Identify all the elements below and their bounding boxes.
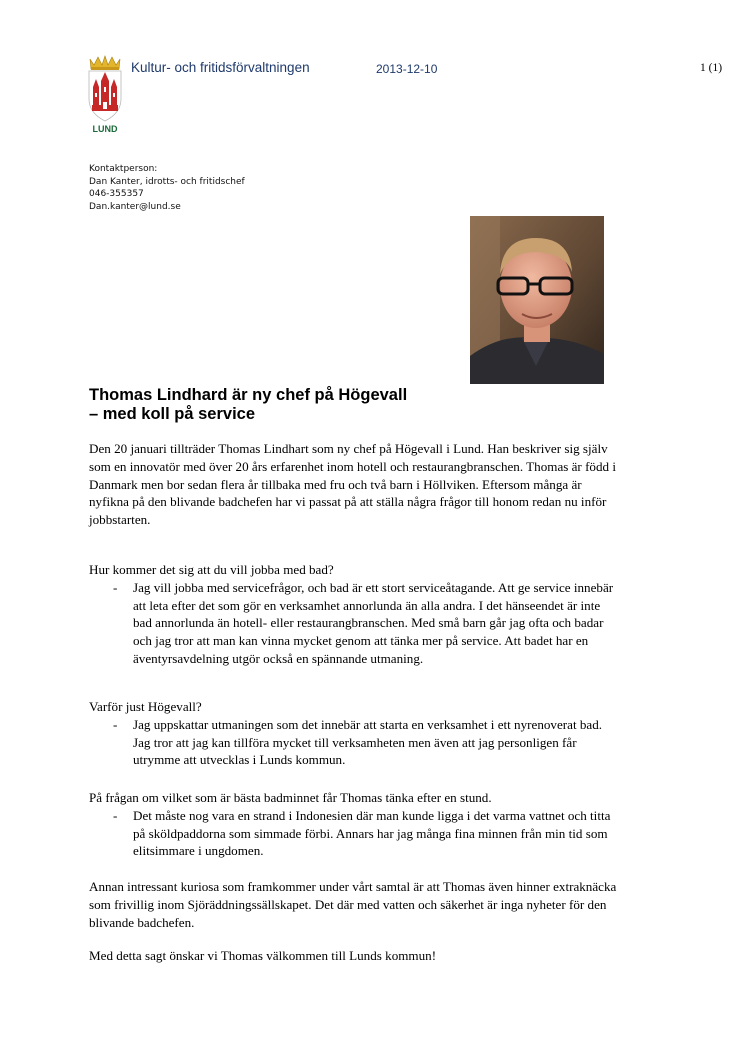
headline-line-1: Thomas Lindhard är ny chef på Högevall xyxy=(89,386,408,404)
contact-email: Dan.kanter@lund.se xyxy=(89,201,181,212)
document-date: 2013-12-10 xyxy=(376,62,438,76)
answer-2-text: Jag uppskattar utmaningen som det innebär att starta en verksamhet i ett nyrenoverat bad. Jag tror att jag kan tillföra mycket till verksamheten men även att jag personligen får utrymme att utvecklas i Lunds kommun. xyxy=(133,716,603,768)
answer-3 xyxy=(89,807,619,860)
logo-text: LUND xyxy=(92,124,118,134)
contact-block xyxy=(89,163,245,213)
answer-2 xyxy=(89,716,619,769)
page-number: 1 (1) xyxy=(700,62,723,74)
contact-label: Kontaktperson: xyxy=(89,164,158,174)
bullet-dash: - xyxy=(113,716,118,732)
intro-text: Den 20 januari tillträder Thomas Lindhart som ny chef på Högevall i Lund. Han beskriver sig själv som en innovatör med över 20 års erfarenhet inom hotell och restaurangbranschen. Thomas är född i Danmark men bor sedan flera år tillbaka med fru och två barn i Höllviken. Eftersom många är nyfikna på den blivande badchefen har vi passat på att ställa några frågor till honom redan nu inför jobbstarten. xyxy=(89,441,616,528)
question-3: På frågan om vilket som är bästa badminnet får Thomas tänka efter en stund. xyxy=(89,790,492,805)
department-name: Kultur- och fritidsförvaltningen xyxy=(131,60,310,75)
qa-block-2 xyxy=(89,698,619,769)
closing-text: Med detta sagt önskar vi Thomas välkommen till Lunds kommun! xyxy=(89,948,437,963)
qa-block-1 xyxy=(89,561,619,668)
question-1: Hur kommer det sig att du vill jobba med bad? xyxy=(89,562,334,577)
extra-paragraph xyxy=(89,878,619,931)
extra-text: Annan intressant kuriosa som framkommer under vårt samtal är att Thomas även hinner extraknäcka som frivillig inom Sjöräddningssällskapet. Det där med vatten och säkerhet är inga nyheter för den blivande badchefen. xyxy=(89,879,617,930)
answer-1 xyxy=(89,579,619,668)
contact-phone: 046-355357 xyxy=(89,189,144,199)
contact-name: Dan Kanter, idrotts- och fritidschef xyxy=(89,176,245,187)
lund-coat-of-arms-logo xyxy=(86,55,124,135)
answer-1-text: Jag vill jobba med servicefrågor, och bad är ett stort serviceåtagande. Att ge service innebär att leta efter det som gör en verksamhet annorlunda än alla andra. I det hänseendet är inte bad annorlunda än hotell- eller restaurangbranschen. Med små barn går jag ofta och badar och jag tror att man kan vinna mycket genom att tänka mer på service. Att badet har en äventyrsavdelning utgör också en spännande utmaning. xyxy=(133,579,614,666)
closing-paragraph xyxy=(89,947,619,965)
bullet-dash: - xyxy=(113,807,118,823)
portrait-photo xyxy=(470,216,604,384)
question-2: Varför just Högevall? xyxy=(89,699,202,714)
intro-paragraph xyxy=(89,440,619,529)
qa-block-3 xyxy=(89,789,619,860)
answer-3-text: Det måste nog vara en strand i Indonesien där man kunde ligga i det varma vattnet och titta på sköldpaddorna som simmade förbi. Annars har jag många fina minnen från min tid som elitsimmare i ungdomen. xyxy=(133,807,611,859)
bullet-dash: - xyxy=(113,579,118,595)
article-headline xyxy=(89,386,407,424)
headline-line-2: – med koll på service xyxy=(89,405,256,423)
